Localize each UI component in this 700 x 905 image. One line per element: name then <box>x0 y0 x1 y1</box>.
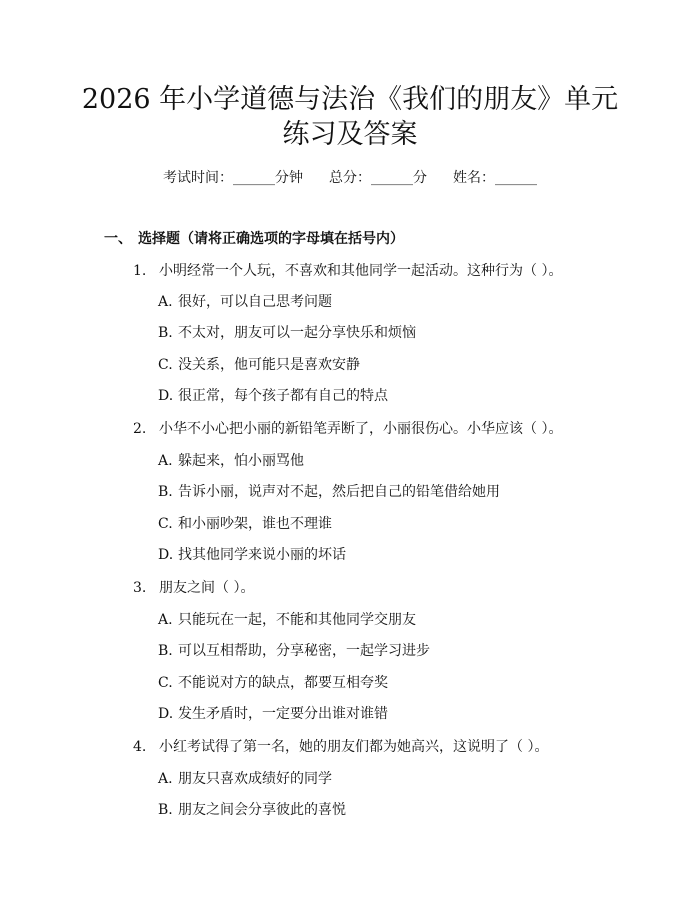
question-2-option-c <box>158 514 332 534</box>
option-text: 躲起来，怕小丽骂他 <box>178 453 304 469</box>
question-text: 小华不小心把小丽的新铅笔弄断了，小丽很伤心。小华应该（ ）。 <box>159 421 563 437</box>
section-heading <box>104 229 404 249</box>
option-letter: D. <box>158 706 174 722</box>
question-text: 朋友之间（ ）。 <box>159 580 255 596</box>
option-text: 告诉小丽，说声对不起，然后把自己的铅笔借给她用 <box>178 484 500 500</box>
option-letter: B. <box>158 643 173 659</box>
question-number: 4. <box>133 739 147 755</box>
option-letter: B. <box>158 325 173 341</box>
option-text: 朋友之间会分享彼此的喜悦 <box>178 802 346 818</box>
option-letter: C. <box>158 516 173 532</box>
question-3-option-b <box>158 641 430 661</box>
section-number: 一、 <box>104 231 132 247</box>
option-text: 可以互相帮助，分享秘密，一起学习进步 <box>178 643 430 659</box>
option-letter: A. <box>158 771 173 787</box>
question-number: 2. <box>133 421 147 437</box>
option-letter: A. <box>158 453 173 469</box>
question-1-option-d <box>158 386 388 406</box>
option-text: 和小丽吵架，谁也不理谁 <box>178 516 332 532</box>
option-text: 朋友只喜欢成绩好的同学 <box>178 771 332 787</box>
question-1 <box>133 261 562 281</box>
question-2 <box>133 419 562 439</box>
question-number: 1. <box>133 263 147 279</box>
option-letter: C. <box>158 675 173 691</box>
option-letter: D. <box>158 388 174 404</box>
question-1-option-a <box>158 292 332 312</box>
total-score-field: 总分：______分 <box>329 170 427 186</box>
option-letter: B. <box>158 484 173 500</box>
question-2-option-b <box>158 482 500 502</box>
question-4-option-a <box>158 769 332 789</box>
question-text: 小明经常一个人玩，不喜欢和其他同学一起活动。这种行为（ ）。 <box>159 263 563 279</box>
exam-meta <box>0 168 700 188</box>
exam-time-field: 考试时间：______分钟 <box>163 170 303 186</box>
question-4 <box>133 737 548 757</box>
section-title: 选择题（请将正确选项的字母填在括号内） <box>138 231 404 247</box>
question-3-option-a <box>158 610 416 630</box>
option-letter: D. <box>158 547 174 563</box>
question-2-option-a <box>158 451 304 471</box>
document-title-line-2: 练习及答案 <box>282 119 418 150</box>
option-letter: A. <box>158 612 173 628</box>
question-number: 3. <box>133 580 147 596</box>
option-text: 很好，可以自己思考问题 <box>178 294 332 310</box>
question-text: 小红考试得了第一名，她的朋友们都为她高兴，这说明了（ ）。 <box>159 739 549 755</box>
option-letter: C. <box>158 357 173 373</box>
document-title-line-1: 2026 年小学道德与法治《我们的朋友》单元 <box>81 84 619 115</box>
question-1-option-c <box>158 355 360 375</box>
question-3 <box>133 578 254 598</box>
option-text: 没关系，他可能只是喜欢安静 <box>178 357 360 373</box>
question-2-option-d <box>158 545 346 565</box>
question-3-option-d <box>158 704 388 724</box>
option-text: 不太对，朋友可以一起分享快乐和烦恼 <box>178 325 416 341</box>
option-text: 很正常，每个孩子都有自己的特点 <box>178 388 388 404</box>
question-3-option-c <box>158 673 388 693</box>
option-letter: A. <box>158 294 173 310</box>
option-text: 找其他同学来说小丽的坏话 <box>178 547 346 563</box>
option-letter: B. <box>158 802 173 818</box>
question-1-option-b <box>158 323 416 343</box>
option-text: 只能玩在一起，不能和其他同学交朋友 <box>178 612 416 628</box>
option-text: 发生矛盾时，一定要分出谁对谁错 <box>178 706 388 722</box>
student-name-field: 姓名：______ <box>453 170 537 186</box>
question-4-option-b <box>158 800 346 820</box>
option-text: 不能说对方的缺点，都要互相夸奖 <box>178 675 388 691</box>
